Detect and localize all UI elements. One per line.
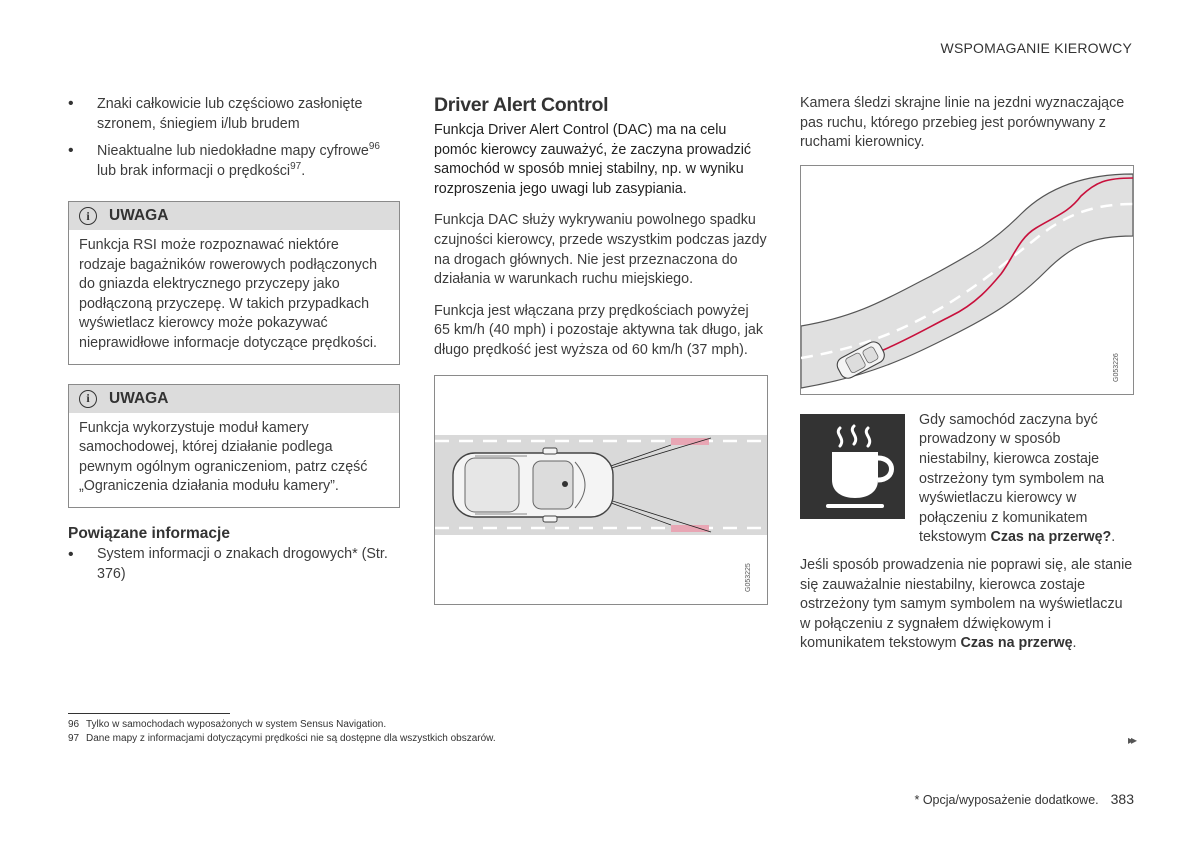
note-body: Funkcja RSI może rozpoznawać niektóre rodzaje bagażników rowerowych podłączonych do gniazda elektrycznego przyczepy jako podłączoną przyczepę. W takich przypadkach wyświetlacz kierowcy może pokazywać nieprawidłowe informacje dotyczące prędkości. bbox=[79, 237, 378, 351]
note-body: Funkcja wykorzystuje moduł kamery samochodowej, której działanie podlega pewnym ogólnym ograniczeniom, patrz część „Ograniczenia działania modułu kamery”. bbox=[79, 419, 368, 495]
info-icon: i bbox=[79, 390, 97, 408]
list-item: • Nieaktualne lub niedokładne mapy cyfrowe$^{96}$ lub brak informacji o prędkości$^{97}$. bbox=[68, 141, 400, 181]
column-middle bbox=[434, 94, 768, 605]
footnote: 97 Dane mapy z informacjami dotyczącymi prędkości nie są dostępne dla wszystkich obszarów. bbox=[68, 733, 496, 744]
note-title: UWAGA bbox=[109, 389, 169, 407]
break-message: Czas na przerwę bbox=[960, 635, 1073, 652]
note-header bbox=[69, 202, 399, 230]
note-box bbox=[68, 201, 400, 365]
paragraph: Funkcja jest włączana przy prędkościach powyżej 65 km/h (40 mph) i pozostaje aktywna tak długo, jak długo prędkość jest wyższa od 60 km/h (37 mph). bbox=[434, 302, 763, 358]
coffee-cup-icon bbox=[800, 414, 905, 519]
footnote-ref[interactable]: 96 bbox=[368, 141, 380, 152]
section-title: WSPOMAGANIE KIEROWCY bbox=[940, 40, 1132, 56]
info-icon: i bbox=[79, 207, 97, 225]
related-info-heading: Powiązane informacje bbox=[68, 524, 230, 542]
page-heading: Driver Alert Control bbox=[434, 94, 609, 116]
dac-camera-illustration bbox=[434, 375, 768, 605]
note-box bbox=[68, 384, 400, 508]
note-header bbox=[69, 385, 399, 413]
footnote-divider bbox=[68, 713, 230, 714]
list-item: • Znaki całkowicie lub częściowo zasłonięte szronem, śniegiem i/lub brudem bbox=[68, 94, 400, 134]
footnotes bbox=[68, 718, 496, 746]
related-info-list bbox=[68, 545, 400, 584]
column-right bbox=[800, 94, 1134, 654]
optional-equipment-note: * Opcja/wyposażenie dodatkowe. bbox=[914, 793, 1099, 807]
bullet-list bbox=[68, 94, 400, 181]
next-page-arrows-icon[interactable]: ▸▸ bbox=[1127, 733, 1134, 747]
paragraph: Kamera śledzi skrajne linie na jezdni wyznaczające pas ruchu, którego przebieg jest porównywany z ruchami kierownicy. bbox=[800, 95, 1125, 151]
page-footer bbox=[915, 791, 1135, 807]
lane-tracking-illustration bbox=[800, 165, 1134, 395]
page-number: 383 bbox=[1110, 791, 1134, 807]
figure-code: G053225 bbox=[745, 562, 752, 592]
dac-camera-svg bbox=[435, 376, 767, 604]
lane-tracking-svg bbox=[801, 166, 1133, 394]
column-left bbox=[68, 94, 400, 584]
warning-symbol-row bbox=[800, 411, 1134, 548]
car-top-view bbox=[453, 448, 613, 522]
related-link[interactable]: • System informacji o znakach drogowych* (Str. 376) bbox=[68, 545, 400, 584]
paragraph: Funkcja DAC służy wykrywaniu powolnego spadku czujności kierowcy, przede wszystkim podczas jazdy na drogach głównych. Nie jest przeznaczona do działania w warunkach ruchu miejskiego. bbox=[434, 212, 767, 288]
break-message: Czas na przerwę? bbox=[990, 529, 1112, 546]
footnote-ref[interactable]: 97 bbox=[290, 161, 302, 172]
figure-code: G053226 bbox=[1113, 352, 1120, 382]
note-title: UWAGA bbox=[109, 207, 169, 224]
paragraph: Jeśli sposób prowadzenia nie poprawi się, ale stanie się zauważalnie niestabilny, kierowca zostaje ostrzeżony tym samym symbolem na wyświetlaczu w połączeniu z sygnałem dźwiękowym i komunikatem tekstowym Czas na przerwę. bbox=[800, 556, 1133, 652]
footnote: 96 Tylko w samochodach wyposażonych w system Sensus Navigation. bbox=[68, 719, 387, 730]
warning-description: Gdy samochód zaczyna być prowadzony w sposób niestabilny, kierowca zostaje ostrzeżony tym symbolem na wyświetlaczu kierowcy w połączeniu z komunikatem tekstowym Czas na przerwę?. bbox=[919, 411, 1116, 546]
lead-paragraph: Funkcja Driver Alert Control (DAC) ma na celu pomóc kierowcy zauważyć, że zaczyna prowadzić samochód w sposób mniej stabilny, np. w wyniku rozproszenia jego uwagi lub zasypiania. bbox=[434, 122, 752, 197]
